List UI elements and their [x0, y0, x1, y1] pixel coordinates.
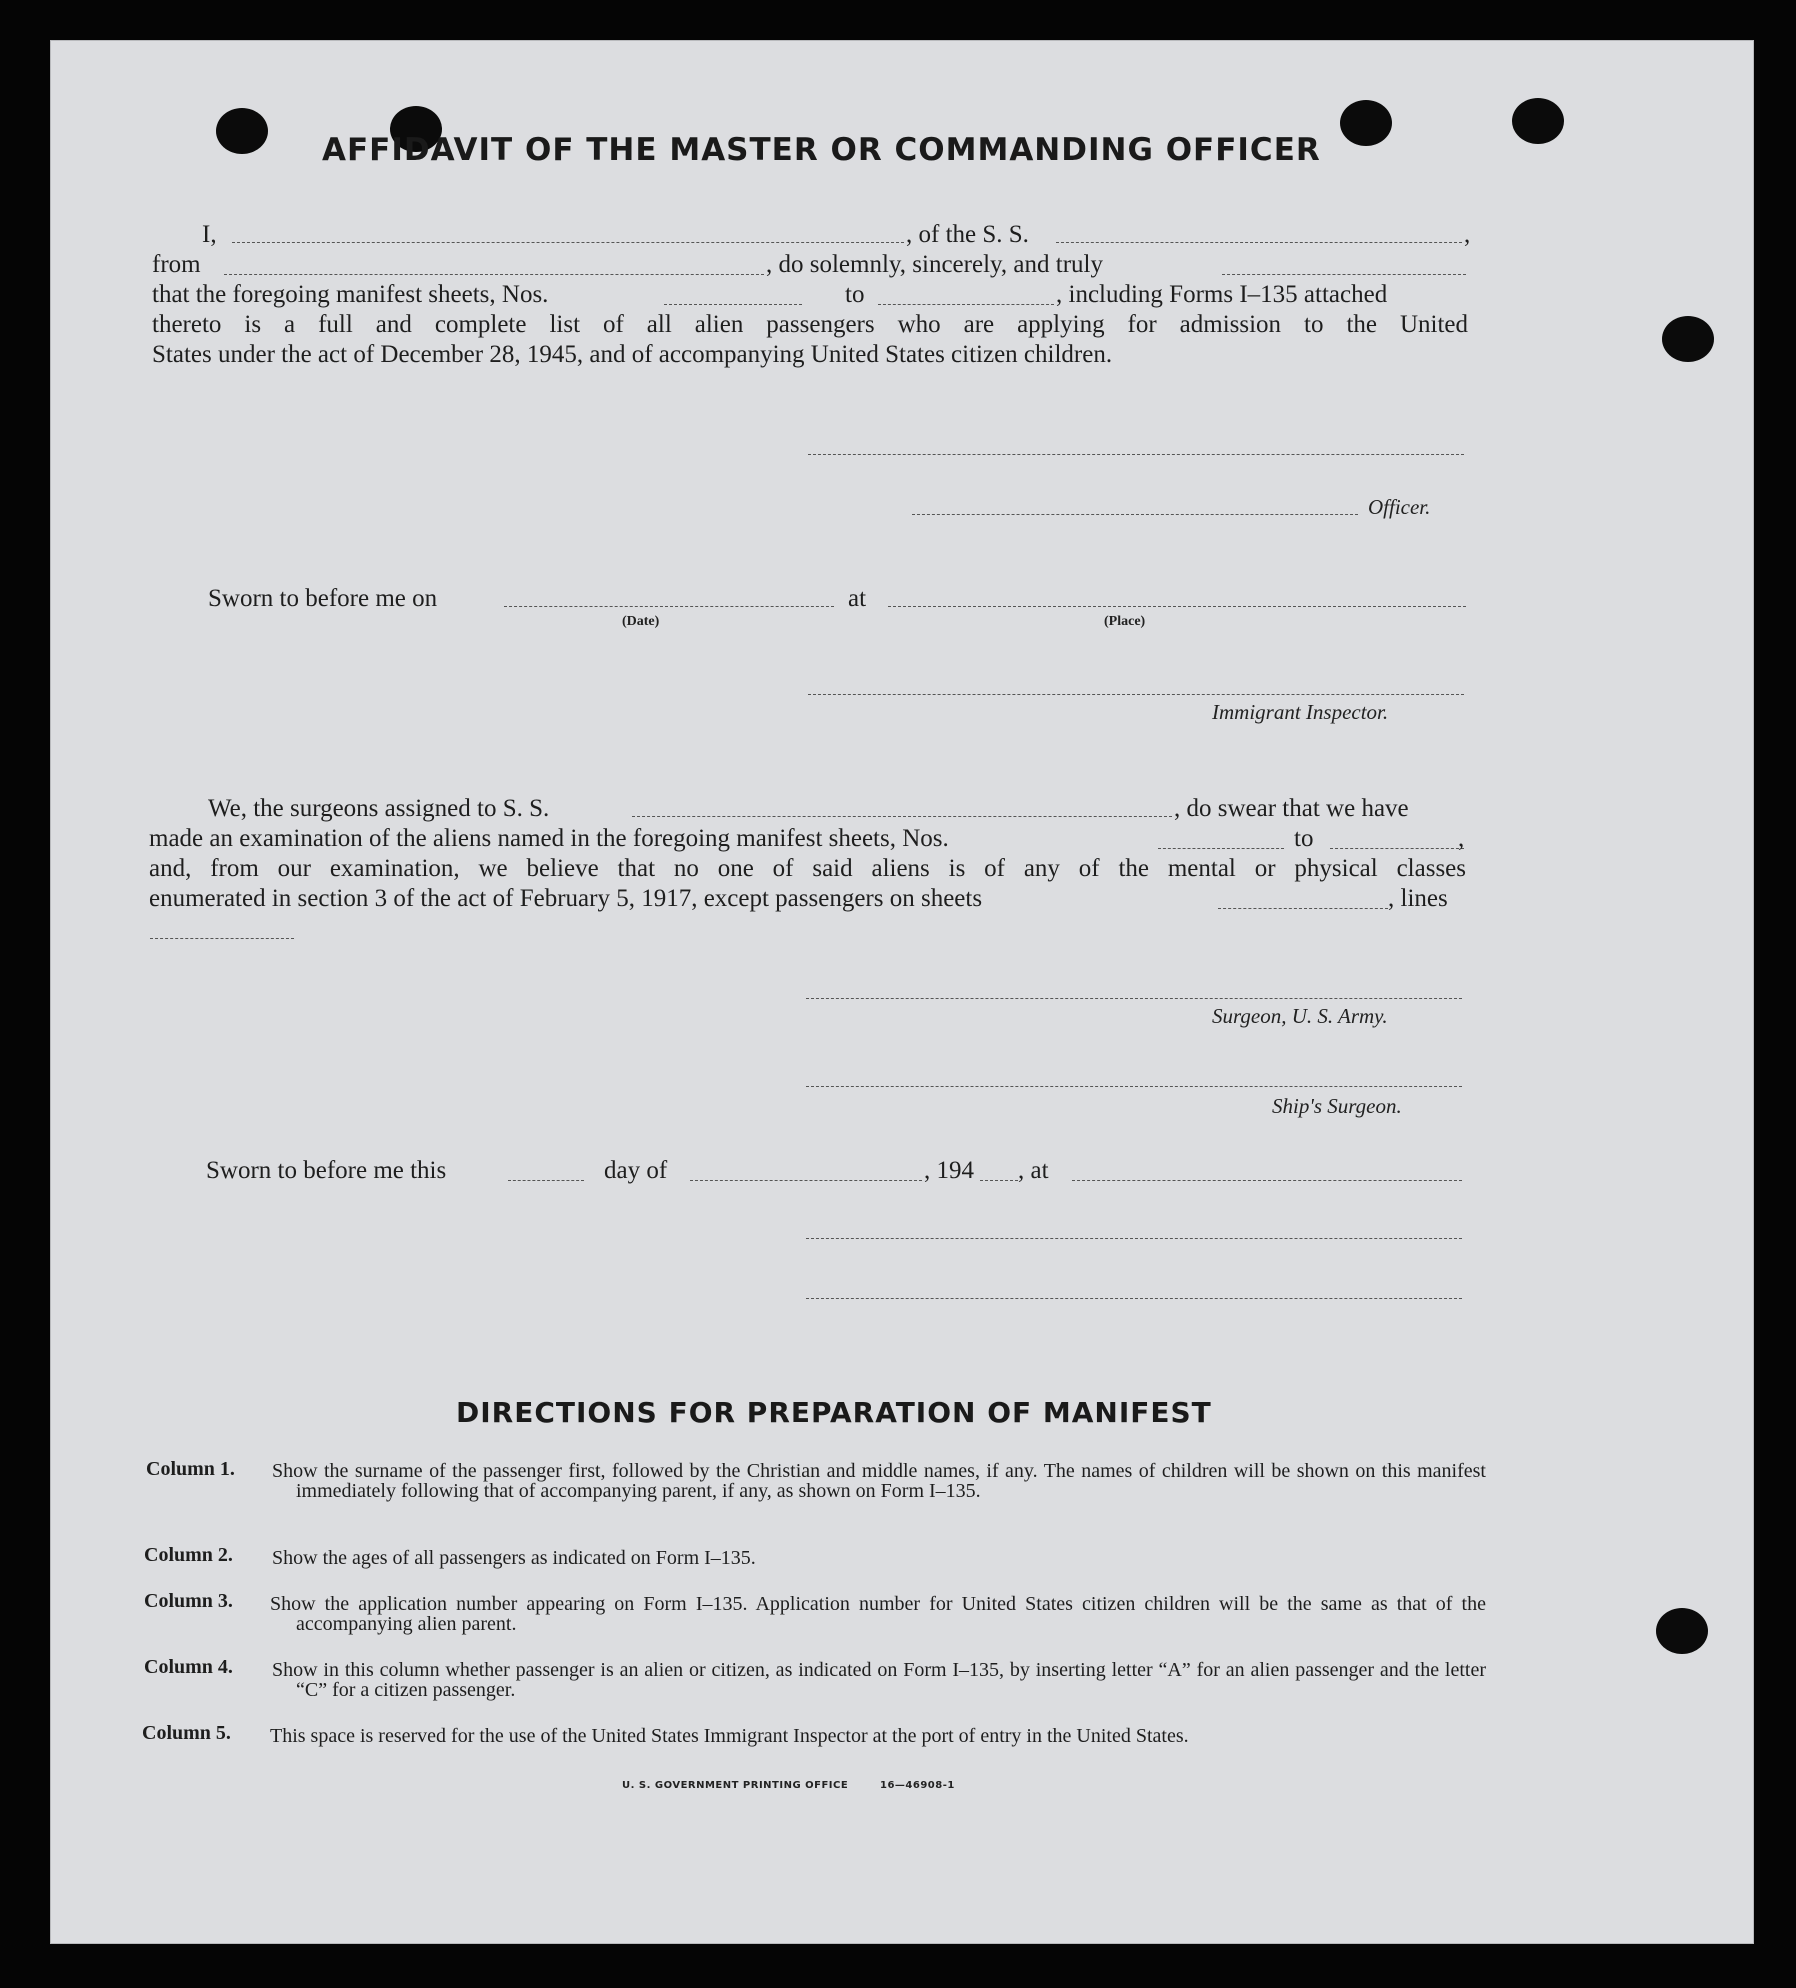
place-label: (Place) — [1104, 614, 1146, 629]
affidavit-to: to — [845, 281, 865, 308]
sworn-month-field[interactable] — [690, 1180, 922, 1181]
surgeons-line-4a: enumerated in section 3 of the act of February 5, 1917, except passengers on sheets — [149, 885, 983, 912]
officer-title-line[interactable] — [912, 514, 1358, 515]
punch-hole — [1662, 316, 1714, 362]
surgeon-sheets-from-field[interactable] — [1158, 848, 1284, 849]
sworn-day-of: day of — [604, 1157, 668, 1184]
surgeons-line-3: and, from our examination, we believe that no one of said aliens is of any of the mental or physical classes — [149, 855, 1466, 882]
printing-office: U. S. GOVERNMENT PRINTING OFFICE — [622, 1780, 849, 1791]
sheets-from-field[interactable] — [664, 304, 802, 305]
sworn-place-field[interactable] — [888, 606, 1466, 607]
oath-type-field[interactable] — [1222, 274, 1466, 275]
surgeon-ship-field[interactable] — [632, 816, 1172, 817]
affidavit-title: AFFIDAVIT OF THE MASTER OR COMMANDING OFFICER — [322, 132, 1321, 168]
column-2-label: Column 2. — [144, 1544, 233, 1566]
column-1-text: Show the surname of the passenger first, followed by the Christian and middle names, if any. The names of children will be shown on this manifest immediately following that of accompanying parent, if any, as shown on Form I–135. — [272, 1460, 1486, 1502]
sworn-at-2: , at — [1018, 1157, 1049, 1184]
signature-line[interactable] — [808, 454, 1464, 455]
officer-label: Officer. — [1368, 495, 1431, 519]
surgeons-line-2a: made an examination of the aliens named in the foregoing manifest sheets, Nos. — [149, 825, 949, 852]
sworn-year-field[interactable] — [980, 1180, 1018, 1181]
affidavit-comma: , — [1464, 221, 1471, 248]
official-title-line[interactable] — [806, 1298, 1462, 1299]
sworn-place-field-2[interactable] — [1072, 1180, 1462, 1181]
except-sheets-field[interactable] — [1218, 908, 1388, 909]
official-signature-line[interactable] — [806, 1238, 1462, 1239]
ship-surgeon-signature-line[interactable] — [806, 1086, 1462, 1087]
column-3-label: Column 3. — [144, 1590, 233, 1612]
inspector-signature-line[interactable] — [808, 694, 1464, 695]
punch-hole — [1512, 98, 1564, 144]
sworn-date-field[interactable] — [504, 606, 834, 607]
affidavit-forms: , including Forms I–135 attached — [1056, 281, 1388, 308]
except-lines-field[interactable] — [150, 938, 294, 939]
sworn-day-field[interactable] — [508, 1180, 584, 1181]
date-label: (Date) — [622, 614, 660, 629]
punch-hole — [1656, 1608, 1708, 1654]
affidavit-line-4: thereto is a full and complete list of all alien passengers who are applying for admission to the United — [152, 311, 1468, 338]
surgeon-us-army-label: Surgeon, U. S. Army. — [1212, 1004, 1388, 1028]
surgeons-line-1a: We, the surgeons assigned to S. S. — [208, 795, 550, 822]
punch-hole — [216, 108, 268, 154]
column-4-text: Show in this column whether passenger is an alien or citizen, as indicated on Form I–135, by inserting letter “A” for an alien passenger and the letter “C” for a citizen passenger. — [272, 1659, 1486, 1701]
immigrant-inspector-label: Immigrant Inspector. — [1212, 700, 1389, 724]
surgeons-to: to — [1294, 825, 1314, 852]
sworn-before-me-on: Sworn to before me on — [208, 585, 438, 612]
sworn-year-prefix: , 194 — [924, 1157, 974, 1184]
army-surgeon-signature-line[interactable] — [806, 998, 1462, 999]
directions-title: DIRECTIONS FOR PREPARATION OF MANIFEST — [456, 1396, 1212, 1429]
column-1-label: Column 1. — [146, 1458, 235, 1480]
affidavit-i: I, — [202, 221, 217, 248]
affidavit-line-5: States under the act of December 28, 1945, and of accompanying United States citizen children. — [152, 341, 1113, 368]
sworn-before-me-this: Sworn to before me this — [206, 1157, 447, 1184]
sheets-to-field[interactable] — [878, 304, 1054, 305]
affidavit-of-ss: , of the S. S. — [906, 221, 1029, 248]
surgeons-line-1b: , do swear that we have — [1174, 795, 1409, 822]
form-page — [50, 40, 1754, 1944]
form-code: 16—46908-1 — [880, 1780, 955, 1791]
surgeons-lines: , lines — [1388, 885, 1448, 912]
ship-name-field[interactable] — [1056, 242, 1462, 243]
column-4-label: Column 4. — [144, 1656, 233, 1678]
from-port-field[interactable] — [224, 274, 764, 275]
surgeons-comma: , — [1458, 825, 1465, 852]
column-3-text: Show the application number appearing on Form I–135. Application number for United States citizen children will be the same as that of the accompanying alien parent. — [270, 1593, 1486, 1635]
affidavit-sheets-text: that the foregoing manifest sheets, Nos. — [152, 281, 549, 308]
affidavit-solemnly: , do solemnly, sincerely, and truly — [766, 251, 1103, 278]
ships-surgeon-label: Ship's Surgeon. — [1272, 1094, 1402, 1118]
column-5-label: Column 5. — [142, 1722, 231, 1744]
sworn-at: at — [848, 585, 867, 612]
affidavit-from: from — [152, 251, 201, 278]
punch-hole — [1340, 100, 1392, 146]
master-name-field[interactable] — [232, 242, 904, 243]
column-2-text: Show the ages of all passengers as indicated on Form I–135. — [272, 1547, 756, 1569]
column-5-text: This space is reserved for the use of the United States Immigrant Inspector at the port of entry in the United States. — [270, 1725, 1189, 1747]
surgeon-sheets-to-field[interactable] — [1330, 848, 1464, 849]
